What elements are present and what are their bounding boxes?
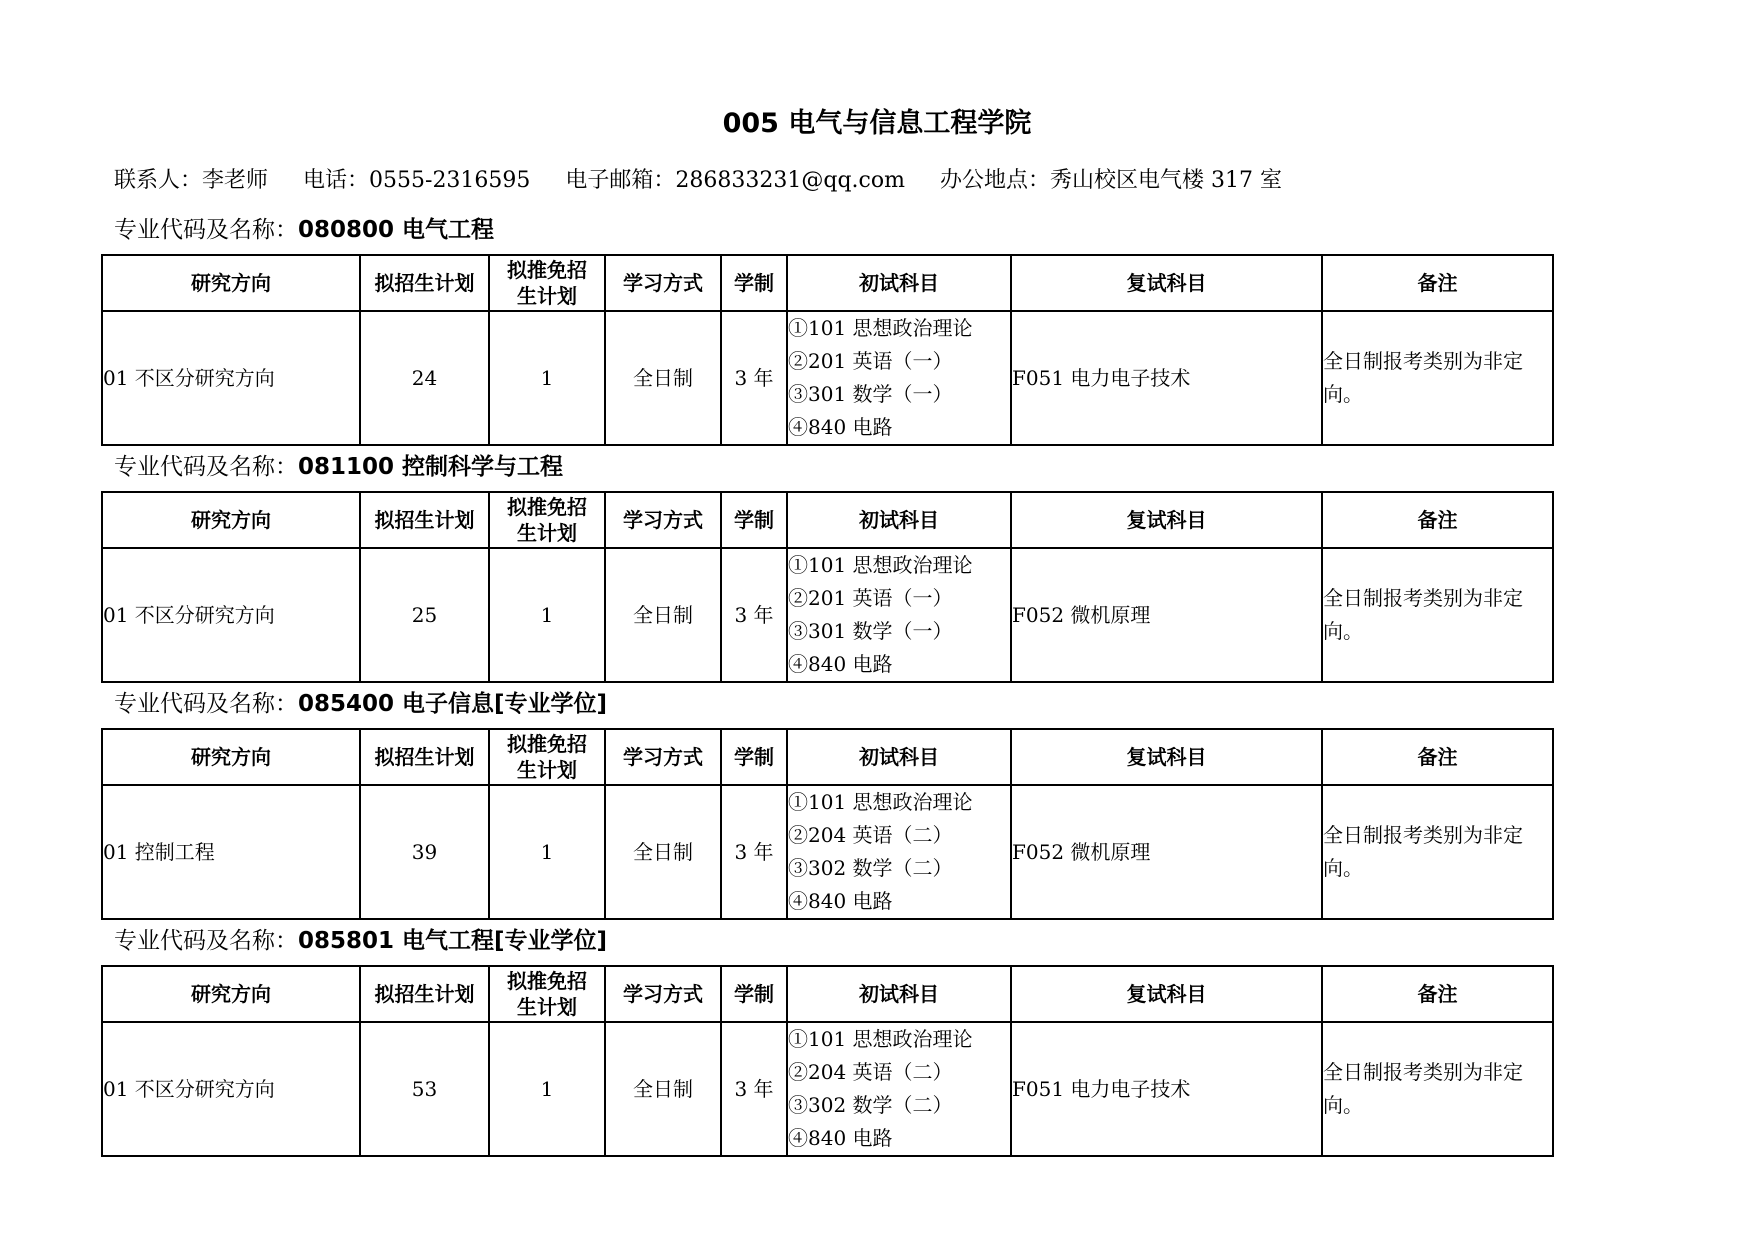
exam-item: ④840 电路 xyxy=(788,1126,893,1150)
cell-exams xyxy=(787,785,1011,919)
cell-exams xyxy=(787,1022,1011,1156)
table-header-row xyxy=(102,492,1553,548)
major-label: 专业代码及名称： xyxy=(114,928,298,954)
header-note: 备注 xyxy=(1322,729,1553,785)
header-retest: 复试科目 xyxy=(1011,729,1322,785)
header-direction: 研究方向 xyxy=(102,966,360,1022)
contact-office: 办公地点：秀山校区电气楼 317 室 xyxy=(939,168,1282,193)
header-plan: 拟招生计划 xyxy=(360,966,489,1022)
cell-exempt: 1 xyxy=(489,785,605,919)
contact-email: 电子邮箱：286833231@qq.com xyxy=(565,168,905,193)
header-direction: 研究方向 xyxy=(102,729,360,785)
header-mode: 学习方式 xyxy=(605,729,721,785)
cell-direction: 01 控制工程 xyxy=(102,785,360,919)
cell-duration: 3 年 xyxy=(721,1022,787,1156)
cell-exams xyxy=(787,311,1011,445)
cell-duration: 3 年 xyxy=(721,311,787,445)
major-heading xyxy=(114,213,494,247)
exam-item: ①101 思想政治理论 xyxy=(788,790,973,814)
cell-direction: 01 不区分研究方向 xyxy=(102,548,360,682)
header-retest: 复试科目 xyxy=(1011,255,1322,311)
cell-exempt: 1 xyxy=(489,1022,605,1156)
cell-direction: 01 不区分研究方向 xyxy=(102,311,360,445)
exam-item: ①101 思想政治理论 xyxy=(788,553,973,577)
cell-mode: 全日制 xyxy=(605,311,721,445)
table-row xyxy=(102,1022,1553,1156)
table-header-row xyxy=(102,966,1553,1022)
header-mode: 学习方式 xyxy=(605,966,721,1022)
header-note: 备注 xyxy=(1322,255,1553,311)
exam-item: ②201 英语（一） xyxy=(788,586,953,610)
cell-plan: 24 xyxy=(360,311,489,445)
exam-item: ④840 电路 xyxy=(788,415,893,439)
cell-note: 全日制报考类别为非定向。 xyxy=(1322,311,1553,445)
table-header-row xyxy=(102,255,1553,311)
header-direction: 研究方向 xyxy=(102,255,360,311)
header-exempt: 拟推免招 生计划 xyxy=(489,729,605,785)
cell-note: 全日制报考类别为非定向。 xyxy=(1322,548,1553,682)
major-code-name: 085801 电气工程[专业学位] xyxy=(298,928,608,954)
major-label: 专业代码及名称： xyxy=(114,691,298,717)
exam-item: ①101 思想政治理论 xyxy=(788,316,973,340)
header-retest: 复试科目 xyxy=(1011,492,1322,548)
exam-item: ③301 数学（一） xyxy=(788,619,953,643)
exam-item: ②204 英语（二） xyxy=(788,823,953,847)
major-label: 专业代码及名称： xyxy=(114,217,298,243)
header-note: 备注 xyxy=(1322,492,1553,548)
cell-exempt: 1 xyxy=(489,548,605,682)
enrollment-table xyxy=(101,491,1554,683)
header-duration: 学制 xyxy=(721,255,787,311)
major-label: 专业代码及名称： xyxy=(114,454,298,480)
header-exams: 初试科目 xyxy=(787,729,1011,785)
exam-item: ②201 英语（一） xyxy=(788,349,953,373)
header-retest: 复试科目 xyxy=(1011,966,1322,1022)
contact-phone: 电话：0555-2316595 xyxy=(303,168,531,193)
header-plan: 拟招生计划 xyxy=(360,492,489,548)
header-note: 备注 xyxy=(1322,966,1553,1022)
table-row xyxy=(102,548,1553,682)
exam-item: ④840 电路 xyxy=(788,889,893,913)
major-code-name: 081100 控制科学与工程 xyxy=(298,454,564,480)
major-heading xyxy=(114,924,607,958)
table-row xyxy=(102,311,1553,445)
header-duration: 学制 xyxy=(721,966,787,1022)
cell-duration: 3 年 xyxy=(721,785,787,919)
major-heading xyxy=(114,450,563,484)
cell-mode: 全日制 xyxy=(605,548,721,682)
cell-direction: 01 不区分研究方向 xyxy=(102,1022,360,1156)
table-header-row xyxy=(102,729,1553,785)
header-direction: 研究方向 xyxy=(102,492,360,548)
cell-exams xyxy=(787,548,1011,682)
cell-plan: 39 xyxy=(360,785,489,919)
major-heading xyxy=(114,687,607,721)
cell-plan: 53 xyxy=(360,1022,489,1156)
exam-item: ③302 数学（二） xyxy=(788,856,953,880)
cell-retest: F051 电力电子技术 xyxy=(1011,1022,1322,1156)
header-exempt: 拟推免招 生计划 xyxy=(489,492,605,548)
exam-item: ④840 电路 xyxy=(788,652,893,676)
header-duration: 学制 xyxy=(721,729,787,785)
header-mode: 学习方式 xyxy=(605,255,721,311)
exam-item: ②204 英语（二） xyxy=(788,1060,953,1084)
major-code-name: 080800 电气工程 xyxy=(298,217,495,243)
page-title: 005 电气与信息工程学院 xyxy=(722,108,1032,139)
cell-mode: 全日制 xyxy=(605,1022,721,1156)
cell-note: 全日制报考类别为非定向。 xyxy=(1322,1022,1553,1156)
enrollment-table xyxy=(101,965,1554,1157)
table-row xyxy=(102,785,1553,919)
enrollment-table xyxy=(101,254,1554,446)
enrollment-table xyxy=(101,728,1554,920)
header-exempt: 拟推免招 生计划 xyxy=(489,255,605,311)
cell-plan: 25 xyxy=(360,548,489,682)
cell-exempt: 1 xyxy=(489,311,605,445)
cell-duration: 3 年 xyxy=(721,548,787,682)
exam-item: ③301 数学（一） xyxy=(788,382,953,406)
contact-line xyxy=(114,164,1310,198)
cell-note: 全日制报考类别为非定向。 xyxy=(1322,785,1553,919)
header-exams: 初试科目 xyxy=(787,966,1011,1022)
header-plan: 拟招生计划 xyxy=(360,729,489,785)
major-code-name: 085400 电子信息[专业学位] xyxy=(298,691,608,717)
header-duration: 学制 xyxy=(721,492,787,548)
exam-item: ①101 思想政治理论 xyxy=(788,1027,973,1051)
header-exams: 初试科目 xyxy=(787,492,1011,548)
contact-person: 联系人：李老师 xyxy=(114,168,269,193)
cell-retest: F052 微机原理 xyxy=(1011,548,1322,682)
header-plan: 拟招生计划 xyxy=(360,255,489,311)
header-exempt: 拟推免招 生计划 xyxy=(489,966,605,1022)
cell-retest: F052 微机原理 xyxy=(1011,785,1322,919)
cell-mode: 全日制 xyxy=(605,785,721,919)
exam-item: ③302 数学（二） xyxy=(788,1093,953,1117)
cell-retest: F051 电力电子技术 xyxy=(1011,311,1322,445)
header-exams: 初试科目 xyxy=(787,255,1011,311)
header-mode: 学习方式 xyxy=(605,492,721,548)
